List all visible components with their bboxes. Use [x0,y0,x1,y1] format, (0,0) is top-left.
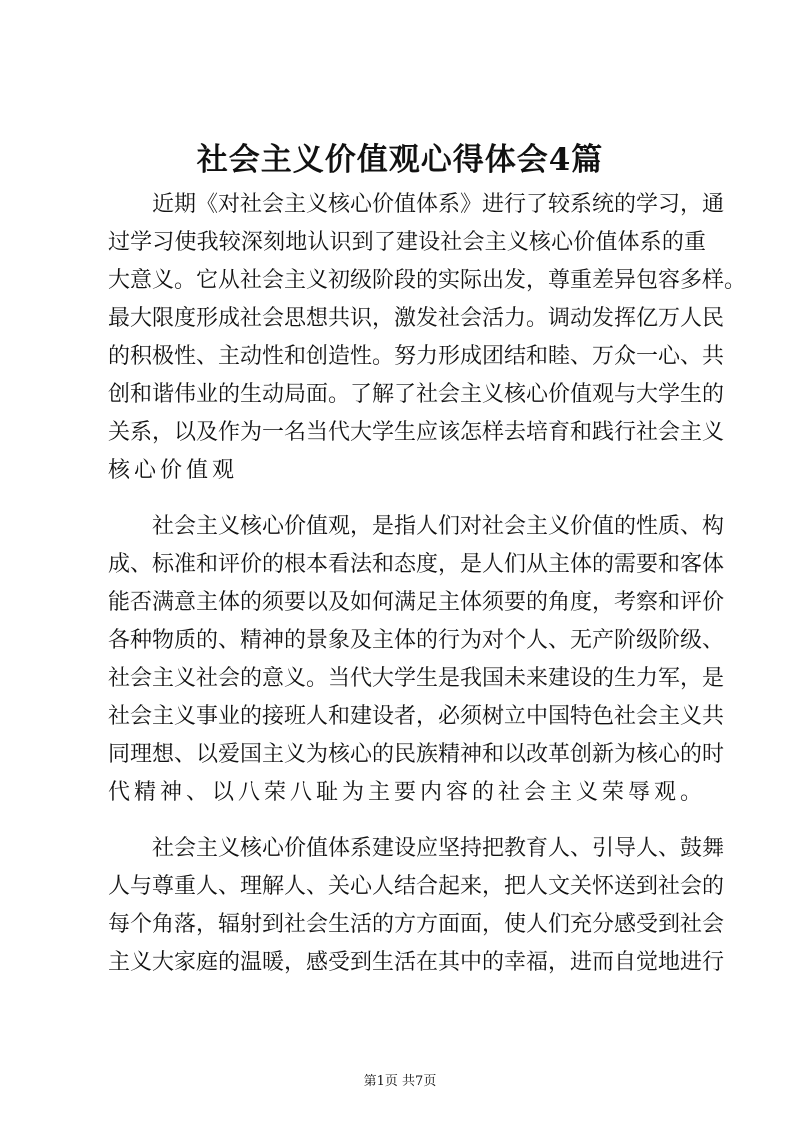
text-line: 人与尊重人、理解人、关心人结合起来，把人文关怀送到社会的 [108,874,725,899]
text-line: 创和谐伟业的生动局面。了解了社会主义核心价值观与大学生的 [108,382,725,407]
text-line: 的积极性、主动性和创造性。努力形成团结和睦、万众一心、共 [108,344,725,369]
page-number-footer: 第1页 共7页 [363,1074,437,1089]
text-line: 社会主义核心价值体系建设应坚持把教育人、引导人、鼓舞 [152,836,725,861]
text-line: 过学习使我较深刻地认识到了建设社会主义核心价值体系的重 [108,230,706,255]
text-line: 社会主义事业的接班人和建设者，必须树立中国特色社会主义共 [108,704,725,729]
paragraph-2 [108,508,725,812]
text-line: 代精神、以八荣八耻为主要内容的社会主义荣辱观。 [108,780,707,805]
paragraph-3 [108,830,725,982]
text-line: 大意义。它从社会主义初级阶段的实际出发，尊重差异包容多样。 [108,268,747,293]
text-line: 近期《对社会主义核心价值体系》进行了较系统的学习，通 [152,192,725,217]
text-line: 最大限度形成社会思想共识，激发社会活力。调动发挥亿万人民 [108,306,725,331]
text-line: 每个角落，辐射到社会生活的方方面面，使人们充分感受到社会 [108,912,725,937]
text-line: 核心价值观 [108,458,239,483]
text-line: 社会主义社会的意义。当代大学生是我国未来建设的生力军，是 [108,666,725,691]
document-body [108,186,747,1000]
text-line: 同理想、以爱国主义为核心的民族精神和以改革创新为核心的时 [108,742,725,767]
text-line: 各种物质的、精神的景象及主体的行为对个人、无产阶级阶级、 [108,628,725,653]
document-title: 社会主义价值观心得体会4篇 [196,142,604,178]
text-line: 关系，以及作为一名当代大学生应该怎样去培育和践行社会主义 [108,420,725,445]
text-line: 主义大家庭的温暖，感受到生活在其中的幸福，进而自觉地进行 [108,950,725,975]
text-line: 能否满意主体的须要以及如何满足主体须要的角度，考察和评价 [108,590,725,615]
text-line: 社会主义核心价值观，是指人们对社会主义价值的性质、构 [152,514,725,539]
text-line: 成、标准和评价的根本看法和态度，是人们从主体的需要和客体 [108,552,725,577]
paragraph-1 [108,186,747,490]
